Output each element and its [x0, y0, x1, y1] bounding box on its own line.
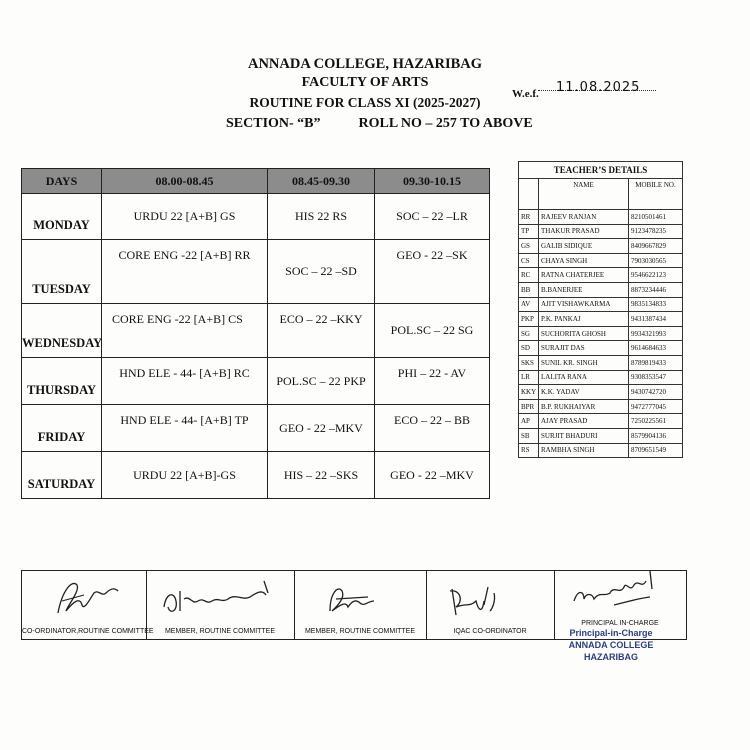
table-row: [22, 452, 490, 499]
teacher-mobile: 9430742720: [629, 385, 683, 400]
routine-title: ROUTINE FOR CLASS XI (2025-2027): [249, 95, 481, 110]
teacher-name: THAKUR PRASAD: [539, 224, 629, 239]
signature-image: [294, 571, 426, 626]
wef-date: 11.08.2025: [556, 80, 641, 95]
teacher-name: SURJIT BHADURI: [539, 428, 629, 443]
stamp-line-1: Principal-in-Charge: [569, 628, 653, 638]
teacher-name: SUNIL KR. SINGH: [539, 355, 629, 370]
teacher-name: RAMBHA SINGH: [539, 443, 629, 458]
table-row: [519, 341, 683, 356]
teacher-code: BPR: [519, 399, 539, 414]
faculty-name: FACULTY OF ARTS: [301, 75, 429, 90]
teacher-mobile: 9431387434: [629, 312, 683, 327]
table-row: [519, 414, 683, 429]
routine-header-row: [22, 169, 490, 194]
teacher-mobile: 8709651549: [629, 443, 683, 458]
teacher-name: P.K. PANKAJ: [539, 312, 629, 327]
table-row: [22, 358, 490, 405]
teacher-code: SG: [519, 326, 539, 341]
day-cell: FRIDAY: [22, 405, 102, 452]
signature-label: MEMBER, ROUTINE COMMITTEE: [164, 628, 276, 635]
college-name: ANNADA COLLEGE, HAZARIBAG: [247, 56, 483, 72]
period-cell: POL.SC – 22 SG: [375, 304, 490, 358]
teacher-mobile: 9308353547: [629, 370, 683, 385]
signature-iqac: [426, 571, 555, 639]
stamp-line-3: HAZARIBAG: [584, 652, 638, 662]
wef-label: W.e.f.: [512, 88, 539, 100]
table-row: [519, 399, 683, 414]
teacher-code: PKP: [519, 312, 539, 327]
teacher-mobile: 9835134833: [629, 297, 683, 312]
teacher-name: RATNA CHATERJEE: [539, 268, 629, 283]
table-row: [519, 428, 683, 443]
day-cell: SATURDAY: [22, 452, 102, 499]
teacher-mobile: 9934321993: [629, 326, 683, 341]
day-cell: WEDNESDAY: [22, 304, 102, 358]
period-cell: SOC – 22 –LR: [375, 194, 490, 240]
teacher-code: RS: [519, 443, 539, 458]
period-cell: HIS 22 RS: [268, 194, 375, 240]
period-cell: URDU 22 [A+B] GS: [102, 194, 268, 240]
stamp-line-2: ANNADA COLLEGE: [568, 640, 654, 650]
teacher-code: CS: [519, 253, 539, 268]
table-row: [519, 326, 683, 341]
college-stamp: [556, 627, 666, 663]
teacher-name: SUCHORITA GHOSH: [539, 326, 629, 341]
teacher-code: AV: [519, 297, 539, 312]
table-row: [519, 297, 683, 312]
period-cell: CORE ENG -22 [A+B] RR: [102, 240, 268, 304]
teacher-mobile: 9123478235: [629, 224, 683, 239]
period-cell: URDU 22 [A+B]-GS: [102, 452, 268, 499]
teacher-name: AJAY PRASAD: [539, 414, 629, 429]
teacher-code: SD: [519, 341, 539, 356]
table-row: [519, 443, 683, 458]
header-days: DAYS: [22, 169, 102, 194]
period-cell: CORE ENG -22 [A+B] CS: [102, 304, 268, 358]
wef-line: [512, 80, 641, 100]
table-row: [519, 210, 683, 225]
period-cell: GEO - 22 –SK: [375, 240, 490, 304]
day-cell: THURSDAY: [22, 358, 102, 405]
teacher-mobile: 8873234446: [629, 282, 683, 297]
teacher-code: SKS: [519, 355, 539, 370]
signature-member-2: [294, 571, 427, 639]
teacher-mobile: 9472777045: [629, 399, 683, 414]
teacher-code: AP: [519, 414, 539, 429]
table-row: [519, 312, 683, 327]
signature-member-1: [146, 571, 295, 639]
header-period-3: 09.30-10.15: [375, 169, 490, 194]
period-cell: HND ELE - 44- [A+B] RC: [102, 358, 268, 405]
table-row: [22, 240, 490, 304]
signature-image: [22, 571, 146, 626]
table-row: [519, 253, 683, 268]
teacher-mobile: 8789819433: [629, 355, 683, 370]
table-row: [519, 268, 683, 283]
period-cell: GEO - 22 –MKV: [268, 405, 375, 452]
teacher-code: GS: [519, 239, 539, 254]
section-label: SECTION- “B”: [226, 116, 321, 131]
teacher-name: B.BANERJEE: [539, 282, 629, 297]
teacher-mobile: 9614684633: [629, 341, 683, 356]
teacher-mobile: 8409667829: [629, 239, 683, 254]
teacher-name: K.K. YADAV: [539, 385, 629, 400]
table-row: [22, 194, 490, 240]
teacher-mobile: 7250225561: [629, 414, 683, 429]
day-cell: TUESDAY: [22, 240, 102, 304]
signature-coordinator: [22, 571, 154, 639]
period-cell: ECO – 22 –KKY: [268, 304, 375, 358]
header-period-2: 08.45-09.30: [268, 169, 375, 194]
teacher-name: B.P. RUKHAIYAR: [539, 399, 629, 414]
table-row: [519, 385, 683, 400]
teacher-mobile: 7903030565: [629, 253, 683, 268]
routine-table: [21, 168, 490, 499]
teacher-name: RAJEEV RANJAN: [539, 210, 629, 225]
period-cell: SOC – 22 –SD: [268, 240, 375, 304]
header-name: NAME: [539, 179, 629, 210]
header-code: [519, 179, 539, 210]
table-row: [519, 224, 683, 239]
signature-image: [146, 571, 294, 626]
table-row: [519, 239, 683, 254]
period-cell: ECO – 22 – BB: [375, 405, 490, 452]
period-cell: GEO - 22 –MKV: [375, 452, 490, 499]
table-row: [519, 370, 683, 385]
teacher-code: TP: [519, 224, 539, 239]
signature-label: MEMBER, ROUTINE COMMITTEE: [304, 628, 416, 635]
section-line: [226, 116, 533, 132]
signature-label: CO-ORDINATOR,ROUTINE COMMITTEE: [22, 628, 154, 635]
table-row: [22, 405, 490, 452]
header-mobile: MOBILE NO.: [629, 179, 683, 210]
period-cell: PHI – 22 - AV: [375, 358, 490, 405]
header-period-1: 08.00-08.45: [102, 169, 268, 194]
teacher-name: SURAJIT DAS: [539, 341, 629, 356]
signature-label: IQAC CO-ORDINATOR: [453, 628, 527, 635]
teacher-name: AJIT VISHAWKARMA: [539, 297, 629, 312]
teacher-code: LR: [519, 370, 539, 385]
teacher-list: [519, 210, 683, 458]
teacher-code: SB: [519, 428, 539, 443]
table-row: [22, 304, 490, 358]
teacher-title-row: [519, 162, 683, 179]
day-cell: MONDAY: [22, 194, 102, 240]
period-cell: HIS – 22 –SKS: [268, 452, 375, 499]
teacher-mobile: 8210501461: [629, 210, 683, 225]
teacher-mobile: 9546622123: [629, 268, 683, 283]
signature-image: [426, 571, 554, 626]
teacher-details-table: [518, 161, 683, 458]
table-row: [519, 282, 683, 297]
period-cell: POL.SC – 22 PKP: [268, 358, 375, 405]
teacher-code: KKY: [519, 385, 539, 400]
signature-label: PRINCIPAL IN-CHARGE: [581, 620, 659, 627]
teacher-header-row: [519, 179, 683, 210]
teacher-name: GALIB SIDIQUE: [539, 239, 629, 254]
teacher-code: BB: [519, 282, 539, 297]
period-cell: HND ELE - 44- [A+B] TP: [102, 405, 268, 452]
teacher-name: LALITA RANA: [539, 370, 629, 385]
teacher-details-title: TEACHER’S DETAILS: [519, 162, 683, 179]
teacher-code: RC: [519, 268, 539, 283]
teacher-code: RR: [519, 210, 539, 225]
table-row: [519, 355, 683, 370]
roll-range: ROLL NO – 257 TO ABOVE: [358, 116, 533, 131]
teacher-mobile: 8579904136: [629, 428, 683, 443]
teacher-name: CHAYA SINGH: [539, 253, 629, 268]
